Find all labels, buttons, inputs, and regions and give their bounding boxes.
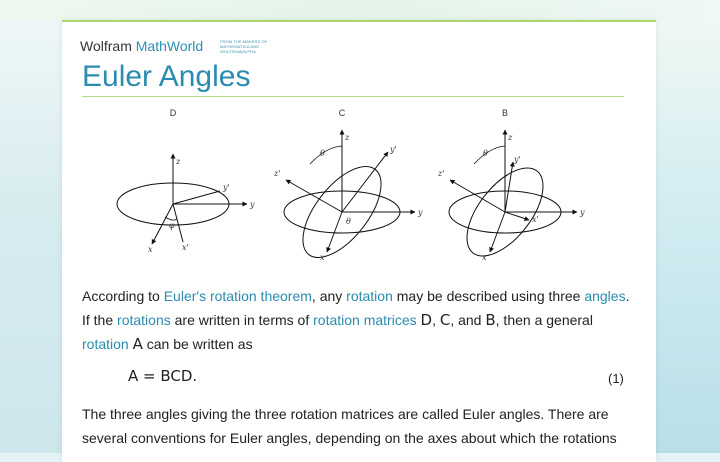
- link-rotation[interactable]: rotation: [346, 288, 393, 304]
- page-title: Euler Angles: [82, 60, 251, 93]
- equation-number: (1): [608, 371, 624, 386]
- panel-label-c: C: [338, 108, 346, 118]
- svg-text:y': y': [390, 145, 397, 154]
- svg-text:z': z': [274, 169, 281, 178]
- svg-text:z: z: [345, 133, 350, 142]
- logo-mathworld: MathWorld: [135, 38, 204, 54]
- svg-text:φ: φ: [169, 221, 175, 230]
- svg-text:z: z: [508, 133, 513, 142]
- link-angles[interactable]: angles: [584, 288, 626, 304]
- intro-paragraph: According to Euler's rotation theorem, any rotation may be described using three angles. If the rotations are written in terms of rotation matrices D, C, and B, then a general rotation A can be written as: [82, 288, 630, 353]
- equation-1: A = BCD.: [128, 367, 198, 385]
- svg-text:x: x: [320, 253, 325, 262]
- background-left: [0, 0, 62, 453]
- svg-text:x': x': [532, 215, 539, 224]
- matrix-a: A: [132, 335, 143, 353]
- title-divider: [82, 96, 624, 97]
- svg-text:θ: θ: [320, 149, 325, 158]
- matrix-d: D: [420, 311, 433, 329]
- link-eulers-rotation-theorem[interactable]: Euler's rotation theorem: [163, 288, 312, 304]
- svg-text:z: z: [176, 157, 181, 166]
- svg-text:z': z': [438, 169, 445, 178]
- panel-label-d: D: [169, 108, 177, 118]
- svg-text:y: y: [580, 208, 585, 217]
- matrix-b: B: [485, 311, 496, 329]
- content-panel: [62, 20, 656, 462]
- svg-text:y: y: [250, 200, 255, 209]
- svg-text:y: y: [418, 208, 423, 217]
- background-right: [656, 0, 720, 453]
- svg-text:x': x': [182, 243, 189, 252]
- link-rotation-general[interactable]: rotation: [82, 336, 129, 352]
- logo-tagline: FROM THE MAKERS OF MATHEMATICA AND WOLFRAM|ALPHA: [220, 39, 268, 54]
- euler-angles-figure: [62, 102, 656, 277]
- svg-text:x: x: [482, 253, 487, 262]
- panel-label-b: B: [501, 108, 509, 118]
- background-top: [0, 0, 720, 20]
- matrix-c: C: [439, 311, 451, 329]
- svg-text:θ: θ: [483, 149, 488, 158]
- link-rotation-matrices[interactable]: rotation matrices: [313, 312, 417, 328]
- site-logo[interactable]: [80, 38, 268, 54]
- svg-text:y': y': [514, 155, 521, 164]
- figure-panel-d: [117, 108, 255, 254]
- figure-panel-b: [437, 108, 585, 269]
- svg-text:θ: θ: [346, 217, 351, 226]
- svg-text:y': y': [223, 183, 230, 192]
- svg-text:x: x: [148, 245, 153, 254]
- logo-wolfram: Wolfram: [80, 38, 136, 54]
- conventions-paragraph: The three angles giving the three rotation matrices are called Euler angles. There are several conventions for Euler angles, depending on the axes about which the rotations: [82, 406, 617, 446]
- link-rotations[interactable]: rotations: [117, 312, 171, 328]
- figure-panel-c: [273, 108, 423, 271]
